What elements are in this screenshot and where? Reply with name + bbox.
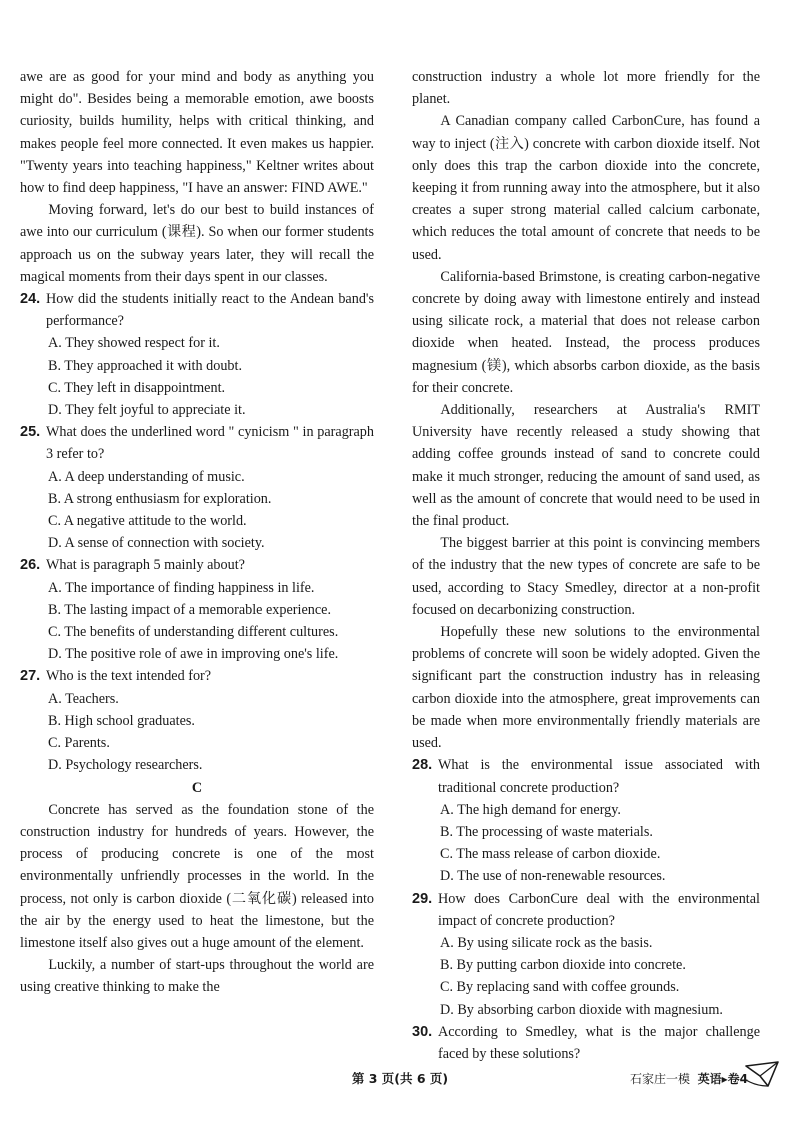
paragraph-brimstone: California-based Brimstone, is creating carbon-negative concrete by doing away with limestone entirely and instead using silicate rock, a material that does not release carbon dioxide when heated. Instead, the process produces magnesium (镁), which absorbs carbon dioxide, as the basis for their concrete. bbox=[412, 268, 760, 396]
question-29 bbox=[412, 888, 760, 1021]
option-list bbox=[46, 466, 374, 555]
option-c: C. A negative attitude to the world. bbox=[48, 513, 247, 530]
option-a: A. The high demand for energy. bbox=[440, 801, 621, 818]
option-d: D. By absorbing carbon dioxide with magnesium. bbox=[440, 1001, 723, 1018]
option-a: A. By using silicate rock as the basis. bbox=[440, 934, 653, 951]
section-heading-c: C bbox=[191, 779, 203, 796]
option-c: C. The benefits of understanding different cultures. bbox=[48, 624, 339, 641]
question-28 bbox=[412, 754, 760, 887]
paragraph-concrete-intro: Concrete has served as the foundation stone of the construction industry for hundreds of years. However, the process of producing concrete is one of the most environmentally unfriendly processes in the world. In the process, not only is carbon dioxide (二氧化碳) released into the air by the energy used to heat the limestone, but the limestone itself also gives out a huge amount of the element. bbox=[20, 801, 374, 951]
separator-arrow-icon: ▸ bbox=[721, 1072, 728, 1086]
option-list bbox=[46, 688, 374, 777]
option-b: B. By putting carbon dioxide into concrete. bbox=[440, 957, 686, 974]
question-number: 26. bbox=[20, 557, 41, 574]
page-number: 第 3 页(共 6 页) bbox=[351, 1071, 449, 1086]
option-b: B. The processing of waste materials. bbox=[440, 823, 653, 840]
exam-name: 石家庄一模 bbox=[629, 1072, 690, 1086]
option-a: A. A deep understanding of music. bbox=[48, 468, 245, 485]
option-d: D. They felt joyful to appreciate it. bbox=[48, 402, 246, 419]
question-stem: How does CarbonCure deal with the environmental impact of concrete production? bbox=[438, 890, 760, 929]
paragraph-carboncure: A Canadian company called CarbonCure, has found a way to inject (注入) concrete with carbon dioxide itself. Not only does this trap the carbon dioxide into the concrete, keeping it from running away into the atmosphere, but it also creates a super strong material called calcium carbonate, which reduces the total amount of concrete that needs to be used. bbox=[412, 113, 760, 263]
exam-volume: 卷4 bbox=[727, 1072, 748, 1086]
option-c: C. The mass release of carbon dioxide. bbox=[440, 846, 661, 863]
option-c: C. Parents. bbox=[48, 735, 110, 752]
question-24 bbox=[20, 288, 374, 421]
paragraph-awe-end: awe are as good for your mind and body as anything you might do". Besides being a memorable emotion, awe boosts curiosity, builds humility, helps with critical thinking, and makes people feel more connected. It even makes us happier. "Twenty years into teaching happiness," Keltner writes about how to find deep happiness, "I have an answer: FIND AWE." bbox=[20, 69, 374, 197]
question-stem: What does the underlined word " cynicism " in paragraph 3 refer to? bbox=[46, 424, 374, 463]
exam-info bbox=[630, 1068, 748, 1090]
right-column bbox=[412, 66, 760, 1065]
question-number: 29. bbox=[412, 890, 433, 907]
option-list bbox=[438, 799, 760, 888]
question-number: 27. bbox=[20, 668, 41, 685]
question-30 bbox=[412, 1021, 760, 1065]
paragraph-moving-forward: Moving forward, let's do our best to build instances of awe into our curriculum (课程). So when our former students approach us on the subway years later, they will recall the magical moments from their days spent in our classes. bbox=[20, 202, 374, 285]
paragraph-conclusion: Hopefully these new solutions to the environmental problems of concrete will soon be widely adopted. Given the significant part the construction industry has in releasing carbon dioxide into the atmosphere, great improvements can be made when more environmentally friendly materials are used. bbox=[412, 624, 760, 752]
option-d: D. The positive role of awe in improving one's life. bbox=[48, 646, 339, 663]
question-26 bbox=[20, 554, 374, 665]
option-list bbox=[438, 932, 760, 1021]
option-a: A. The importance of finding happiness in life. bbox=[48, 579, 315, 596]
question-number: 30. bbox=[412, 1023, 433, 1040]
question-stem: Who is the text intended for? bbox=[46, 668, 212, 685]
question-stem: What is paragraph 5 mainly about? bbox=[46, 557, 245, 574]
paragraph-luckily-end: construction industry a whole lot more friendly for the planet. bbox=[412, 69, 760, 108]
page-footer bbox=[0, 1064, 800, 1094]
option-d: D. A sense of connection with society. bbox=[48, 535, 265, 552]
option-c: C. By replacing sand with coffee grounds. bbox=[440, 979, 680, 996]
left-column bbox=[20, 66, 374, 999]
option-b: B. They approached it with doubt. bbox=[48, 357, 242, 374]
question-27 bbox=[20, 665, 374, 776]
question-number: 28. bbox=[412, 757, 433, 774]
option-a: A. Teachers. bbox=[48, 690, 119, 707]
option-b: B. The lasting impact of a memorable experience. bbox=[48, 601, 331, 618]
option-d: D. Psychology researchers. bbox=[48, 757, 203, 774]
paragraph-rmit: Additionally, researchers at Australia's RMIT University have recently released a study showing that adding coffee grounds instead of sand to concrete could make it much stronger, reducing the amount of sand used, as well as the amount of concrete that would need to be used in the final product. bbox=[412, 402, 760, 530]
question-number: 25. bbox=[20, 424, 41, 441]
option-list bbox=[46, 332, 374, 421]
paragraph-luckily-start: Luckily, a number of start-ups throughout the world are using creative thinking to make the bbox=[20, 957, 374, 996]
option-b: B. A strong enthusiasm for exploration. bbox=[48, 490, 272, 507]
option-d: D. The use of non-renewable resources. bbox=[440, 868, 666, 885]
option-list bbox=[46, 577, 374, 666]
exam-subject: 英语 bbox=[697, 1072, 722, 1086]
question-stem: How did the students initially react to the Andean band's performance? bbox=[46, 291, 374, 330]
option-a: A. They showed respect for it. bbox=[48, 335, 220, 352]
question-number: 24. bbox=[20, 291, 41, 308]
paragraph-barrier: The biggest barrier at this point is convincing members of the industry that the new types of concrete are safe to be used, according to Stacy Smedley, director at a non-profit focused on decarbonizing construction. bbox=[412, 535, 760, 618]
option-c: C. They left in disappointment. bbox=[48, 379, 226, 396]
question-stem: According to Smedley, what is the major challenge faced by these solutions? bbox=[438, 1023, 760, 1062]
option-b: B. High school graduates. bbox=[48, 712, 195, 729]
question-25 bbox=[20, 421, 374, 554]
question-stem: What is the environmental issue associated with traditional concrete production? bbox=[438, 757, 760, 796]
paper-plane-logo-icon bbox=[744, 1060, 780, 1090]
